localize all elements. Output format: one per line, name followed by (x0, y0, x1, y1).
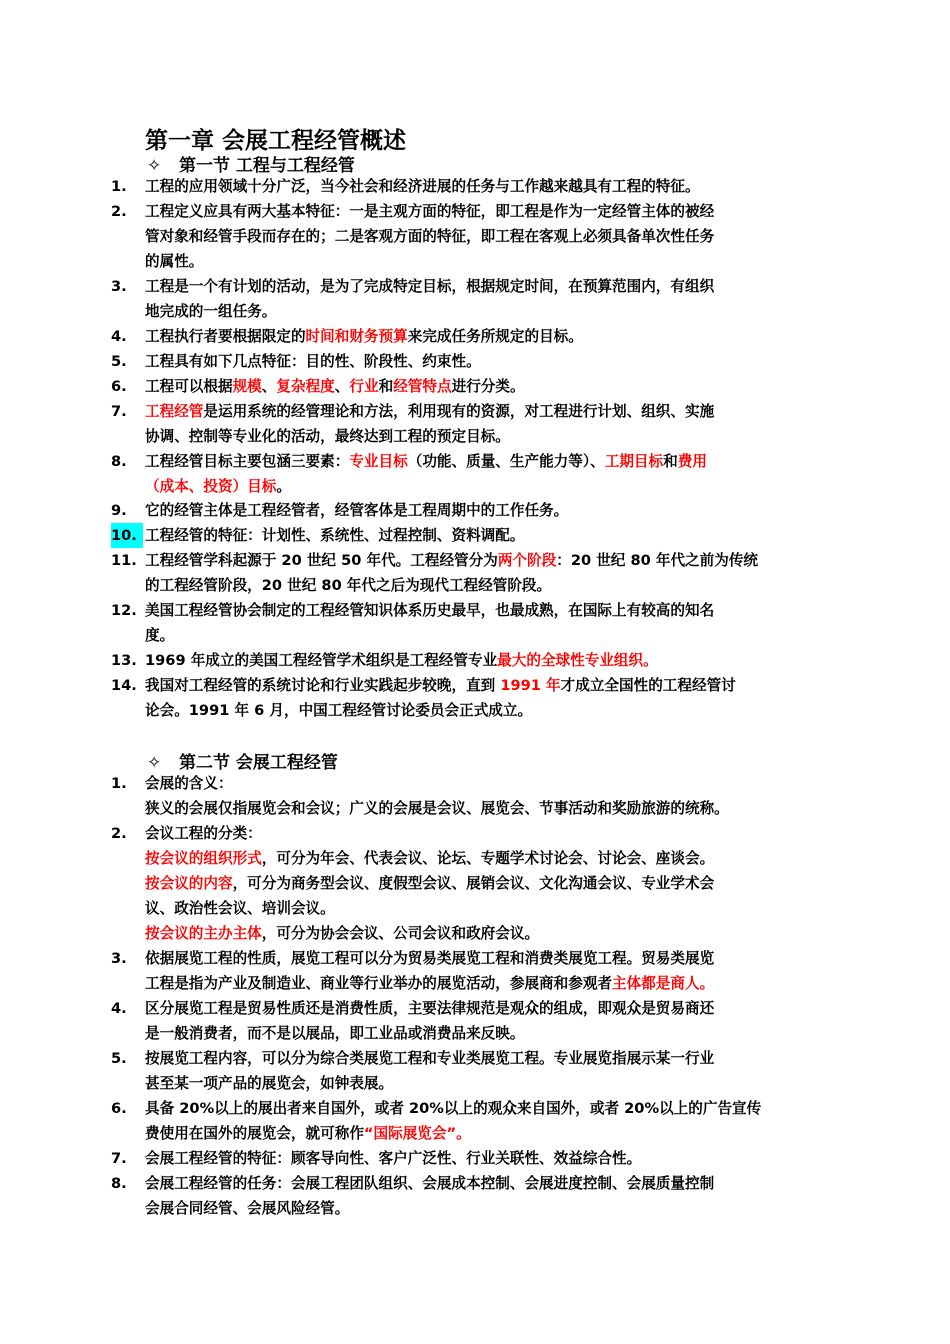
text-line (145, 673, 810, 698)
text-segment: ，可分为商务型会议、度假型会议、展销会议、文化沟通会议、专业学术会 (232, 875, 715, 892)
text-segment: （功能、质量、生产能力等）、 (407, 453, 605, 470)
text-segment: ，可分为年会、代表会议、论坛、专题学术讨论会、讨论会、座谈会。 (261, 850, 715, 867)
text-line (145, 374, 810, 399)
emphasis-text: 费用 (677, 453, 707, 470)
list-item-text (145, 1096, 810, 1146)
text-segment: 进行分类。 (451, 378, 525, 395)
text-line (145, 1171, 810, 1196)
emphasis-text: 1991 年 (500, 677, 561, 694)
emphasis-text: 按会议的组织形式 (145, 850, 262, 867)
text-segment: 、 (261, 378, 277, 395)
emphasis-text: 经管特点 (393, 378, 452, 395)
text-line (145, 796, 810, 821)
list-item-text (145, 946, 810, 996)
list-item-number: 12. (111, 602, 137, 619)
text-line (145, 1096, 810, 1121)
text-segment: 工程的应用领域十分广泛，当今社会和经济进展的任务与工作越来越具有工程的特征。 (145, 178, 700, 195)
list-item-text (145, 996, 810, 1046)
text-segment: 甚至某一项产品的展览会，如钟表展。 (145, 1075, 394, 1092)
text-line (145, 573, 810, 598)
text-segment: 工程经管目标主要包涵三要素： (145, 453, 350, 470)
text-line (145, 971, 810, 996)
text-line (145, 871, 810, 896)
text-segment: 工程是指为产业及制造业、商业等行业举办的展览活动，参展商和参观者 (145, 975, 613, 992)
text-line (145, 1196, 810, 1221)
emphasis-text: 复杂程度 (276, 378, 335, 395)
list-item-number: 1. (111, 775, 127, 792)
text-line (145, 996, 810, 1021)
text-line (145, 846, 810, 871)
emphasis-text: 最大的全球性专业组织。 (497, 652, 658, 669)
text-line (145, 896, 810, 921)
text-segment: 会展的含义： (145, 775, 233, 792)
text-segment: 按展览工程内容，可以分为综合类展览工程和专业类展览工程。专业展览指展示某一行业 (145, 1050, 715, 1067)
text-segment: 论会。1991 年 6 月，中国工程经管讨论委员会正式成立。 (145, 702, 533, 719)
text-segment: 会展工程经管的特征：顾客导向性、客户广泛性、行业关联性、效益综合性。 (145, 1150, 642, 1167)
text-segment: ，可分为协会会议、公司会议和政府会议。 (261, 925, 540, 942)
text-line (145, 1121, 810, 1146)
text-segment: 工程经管的特征：计划性、系统性、过程控制、资料调配。 (145, 527, 525, 544)
diamond-bullet-icon: ✧ (147, 156, 162, 176)
text-segment: 具备 20%以上的展出者来自国外，或者 20%以上的观众来自国外，或者 20%以上的广告宣传 (145, 1100, 762, 1117)
text-line (145, 523, 810, 548)
text-segment: 工程是一个有计划的活动，是为了完成特定目标，根据规定时间，在预算范围内，有组织 (145, 278, 715, 295)
text-line (145, 698, 810, 723)
text-segment: 管对象和经管手段而存在的；二是客观方面的特征，即工程在客观上必须具备单次性任务 (145, 228, 715, 245)
text-segment: 议、政治性会议、培训会议。 (145, 900, 335, 917)
text-line (145, 771, 810, 796)
emphasis-text: 时间和财务预算 (305, 328, 408, 345)
list-item-number: 6. (111, 1100, 127, 1117)
text-segment: 会议工程的分类： (145, 825, 262, 842)
text-segment: 。 (276, 478, 291, 495)
emphasis-text: 两个阶段 (497, 552, 557, 569)
list-item-number: 14. (111, 677, 137, 694)
text-line (145, 648, 810, 673)
list-item-text (145, 673, 810, 723)
list-item-number: 1. (111, 178, 127, 195)
emphasis-text: 行业 (349, 378, 379, 395)
text-line (145, 174, 810, 199)
section-2-title: 第二节 会展工程经管 (179, 753, 338, 773)
text-segment: 是一般消费者，而不是以展品，即工业品或消费品来反映。 (145, 1025, 525, 1042)
list-item-number: 5. (111, 353, 127, 370)
text-line (145, 921, 810, 946)
list-item-number: 7. (111, 1150, 127, 1167)
list-item-number: 11. (111, 552, 137, 569)
chapter-title: 第一章 会展工程经管概述 (145, 128, 407, 154)
list-item-text (145, 771, 810, 821)
list-item-number: 7. (111, 403, 127, 420)
text-segment: 度。 (145, 627, 175, 644)
text-line (145, 1146, 810, 1171)
list-item-text (145, 374, 810, 399)
list-item-number: 5. (111, 1050, 127, 1067)
section-1-title: 第一节 工程与工程经管 (179, 156, 355, 176)
list-item-number: 3. (111, 950, 127, 967)
list-item-text (145, 548, 810, 598)
text-line (145, 449, 810, 474)
list-item-text (145, 199, 810, 274)
text-line (145, 274, 810, 299)
text-line (145, 249, 810, 274)
list-item-number: 2. (111, 203, 127, 220)
text-segment: 是运用系统的经管理论和方法，利用现有的资源，对工程进行计划、组织、实施 (203, 403, 715, 420)
text-segment: 工程经管学科起源于 20 世纪 50 年代。工程经管分为 (145, 552, 498, 569)
emphasis-text: “国际展览会”。 (363, 1125, 471, 1142)
text-line (145, 1046, 810, 1071)
list-item-number: 4. (111, 328, 127, 345)
text-line (145, 224, 810, 249)
emphasis-text: 按会议的主办主体 (145, 925, 262, 942)
text-segment: 会展合同经管、会展风险经管。 (145, 1200, 350, 1217)
list-item-text (145, 1146, 810, 1171)
list-item-text (145, 598, 810, 648)
list-item-text (145, 523, 810, 548)
list-item-number: 10. (111, 523, 143, 548)
text-segment: 的属性。 (145, 253, 204, 270)
text-line (145, 548, 810, 573)
list-item-text (145, 1171, 810, 1221)
text-line (145, 1071, 810, 1096)
list-item-number: 6. (111, 378, 127, 395)
list-item-number: 13. (111, 652, 137, 669)
emphasis-text: 主体都是商人。 (612, 975, 715, 992)
diamond-bullet-icon: ✧ (147, 753, 162, 773)
text-segment: 和 (378, 378, 394, 395)
list-item-text (145, 821, 810, 946)
text-segment: 工程定义应具有两大基本特征：一是主观方面的特征，即工程是作为一定经管主体的被经 (145, 203, 715, 220)
emphasis-text: （成本、投资）目标 (145, 478, 277, 495)
text-line (145, 299, 810, 324)
text-segment: 地完成的一组任务。 (145, 303, 277, 320)
text-segment: 、 (334, 378, 350, 395)
list-item-text (145, 498, 810, 523)
text-segment: ：20 世纪 80 年代之前为传统 (556, 552, 759, 569)
emphasis-text: 工期目标 (604, 453, 664, 470)
section-1-heading (147, 151, 355, 176)
text-segment: 工程可以根据 (145, 378, 233, 395)
text-line (145, 498, 810, 523)
list-item-number: 8. (111, 453, 127, 470)
text-segment: 费使用在国外的展览会，就可称作 (145, 1125, 364, 1142)
list-item-text (145, 174, 810, 199)
emphasis-text: 专业目标 (349, 453, 408, 470)
emphasis-text: 按会议的内容 (145, 875, 233, 892)
emphasis-text: 工程经管 (145, 403, 204, 420)
list-item-text (145, 349, 810, 374)
text-segment: 我国对工程经管的系统讨论和行业实践起步较晚，直到 (145, 677, 501, 694)
text-segment: 它的经管主体是工程经管者，经管客体是工程周期中的工作任务。 (145, 502, 569, 519)
text-line (145, 946, 810, 971)
list-item-number: 9. (111, 502, 127, 519)
text-line (145, 399, 810, 424)
list-item-text (145, 1046, 810, 1096)
text-segment: 和 (663, 453, 678, 470)
list-item-text (145, 324, 810, 349)
text-segment: 才成立全国性的工程经管讨 (560, 677, 736, 694)
text-segment: 依据展览工程的性质，展览工程可以分为贸易类展览工程和消费类展览工程。贸易类展览 (145, 950, 715, 967)
text-segment: 美国工程经管协会制定的工程经管知识体系历史最早，也最成熟，在国际上有较高的知名 (145, 602, 715, 619)
text-line (145, 623, 810, 648)
text-segment: 1969 年成立的美国工程经管学术组织是工程经管专业 (145, 652, 498, 669)
text-line (145, 349, 810, 374)
text-segment: 工程具有如下几点特征：目的性、阶段性、约束性。 (145, 353, 481, 370)
text-segment: 狭义的会展仅指展览会和会议；广义的会展是会议、展览会、节事活动和奖励旅游的统称。 (145, 800, 729, 817)
text-line (145, 1021, 810, 1046)
list-item-text (145, 274, 810, 324)
text-segment: 的工程经管阶段，20 世纪 80 年代之后为现代工程经管阶段。 (145, 577, 552, 594)
emphasis-text: 规模 (232, 378, 262, 395)
text-line (145, 598, 810, 623)
text-line (145, 199, 810, 224)
text-line (145, 424, 810, 449)
text-segment: 区分展览工程是贸易性质还是消费性质，主要法律规范是观众的组成，即观众是贸易商还 (145, 1000, 715, 1017)
list-item-number: 4. (111, 1000, 127, 1017)
list-item-text (145, 399, 810, 449)
text-segment: 来完成任务所规定的目标。 (407, 328, 583, 345)
list-item-number: 3. (111, 278, 127, 295)
list-item-text (145, 648, 810, 673)
section-2-heading (147, 748, 338, 773)
text-segment: 协调、控制等专业化的活动，最终达到工程的预定目标。 (145, 428, 510, 445)
text-segment: 会展工程经管的任务：会展工程团队组织、会展成本控制、会展进度控制、会展质量控制 (145, 1175, 715, 1192)
list-item-number: 8. (111, 1175, 127, 1192)
text-segment: 工程执行者要根据限定的 (145, 328, 306, 345)
text-line (145, 474, 810, 499)
list-item-text (145, 449, 810, 499)
text-line (145, 821, 810, 846)
text-line (145, 324, 810, 349)
list-item-number: 2. (111, 825, 127, 842)
